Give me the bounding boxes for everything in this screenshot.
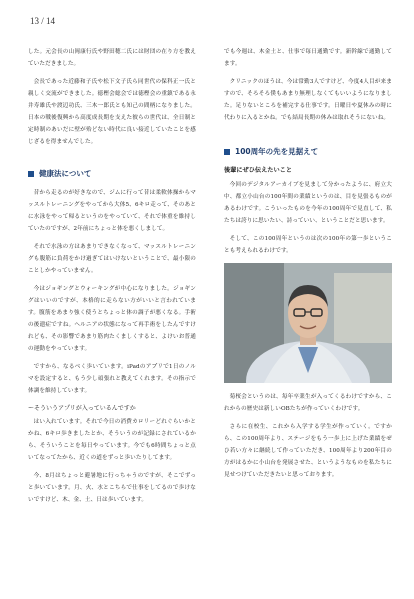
- page-number: 13 / 14: [30, 16, 56, 26]
- right-para-4: そして、この100周年というのは次の100年の第一歩ということも考えられるわけです。: [224, 236, 392, 254]
- portrait-illustration: [224, 263, 392, 383]
- heading-text: 健康法について: [39, 169, 92, 178]
- right-para-5: 菊桜会というのは、毎年卒業生が入ってくるわけですから、これからの歴史は新しいOBたちが作っていくわけです。: [224, 394, 392, 412]
- portrait-photo: [224, 263, 392, 383]
- subheading: 後輩にぜひ伝えたいこと: [224, 167, 293, 174]
- interview-question: ーそういうアプリが入っているんですか: [28, 405, 136, 412]
- left-para-2: 会長であった近藤和子氏や松下文子氏ら同世代の保科正一氏と親しく交流ができました。徳樫会総会では徳樫会の重鎮である永井寿雄氏や渡辺功氏、三木一郎氏とも知己の間柄になりました。日本の戦後復興から高度成長期を支えた彼らの世代は、全日制と定時制のあいだに壁が殆どない時代に良い接近していたことを感じざるを得ませんでした。: [28, 79, 196, 145]
- section-heading-health: [28, 168, 196, 179]
- left-para-8: 今、8月はちょっと避暑地に行っちゃうのですが、そこでずっと歩いています。月、火、水とこちらで仕事をしてるので歩けないですけど、木、金、土、日は歩いています。: [28, 473, 196, 503]
- section-heading-100th: [224, 146, 392, 157]
- left-column: [28, 46, 196, 512]
- heading-text: 100周年の先を見据えて: [235, 147, 319, 156]
- left-para-1: した。元会長の山岡康行氏や野田穂二氏には財団の在り方を教えていただきました。: [28, 49, 196, 67]
- heading-square-icon: [28, 171, 34, 177]
- left-para-7: はい入れています。それで今日の消費カロリーどれぐらいかとかね、6キロ歩きましたとか、そういうのが記録にされているから、そういうことを毎日やっています。今でも6時間ちょっと点いてなってたから、近くの道をずっと歩いたりしてます。: [28, 419, 196, 461]
- heading-square-icon: [224, 149, 230, 155]
- left-para-3: 昔から走るのが好きなので、ジムに行って昔は柔軟体操からマッスルトレーニングをやってから大体5、6キロ走って、そのあとに水泳をやって帰るというのをやっていて、それで体重を維持していたのですが、2年前にちょっと体を悪くしまして。: [28, 190, 196, 232]
- right-para-2: クリニックのほうは、今は常勤3人ですけど、今度4人目が来ますので、そろそろ僕もあまり無理しなくてもいいようになりました。足りないところを補完する仕事です。日曜日や夏休みの時に代わりに入るとかね。でも結局長期の休みは取れそうにないね。: [224, 79, 392, 121]
- left-para-5: 今はジョギングとウォーキングが中心になりました。ジョギングはいいのですが、本格的に走らない方がいいと言われています。腹筋をあまり強く使うとちょっと体の調子が悪くなる。手術の後遺症ですね。ヘルニアの状態になって再手術をしたんですけれども、その影響であまり筋肉たくましくすると、よけいお普通の運動をやっています。: [28, 286, 196, 352]
- right-para-3: 今回のデジタルアーカイブを見まして分かったように、府立大中、都立小山台の100年間の業績というのは、目を見張るものがあるわけです。こういったものを今年の100周年で見直して、私たちは誇りに思いたい、詩っていい、ということだと思います。: [224, 182, 392, 224]
- right-para-6: さらに在校生、これから入学する学生が作っていく。ですから、この100周年より、ステージをもう一歩上に上げた業績をぜひ若い方々に継続して作っていただき、100周年より200年目の方がはるかに小山台を発展させた、というようなものを私たちに見せつけていただきたいと思っております。: [224, 424, 392, 478]
- left-para-4: それで水泳の方はあまりできなくなって、マッスルトレーニングも腹筋に負荷をかけ過ぎてはいけないということで、最小限のことしかやっていません。: [28, 244, 196, 274]
- left-para-6: ですから、なるべく歩いています。iPadのアプリで1日のノルマを設定すると、もう少し頑張れと教えてくれます。その指示で体調を維持しています。: [28, 364, 196, 394]
- right-para-1: でも今週は、木金土と、仕事で毎日通勤です。新幹線で通勤してます。: [224, 49, 392, 67]
- right-column: [224, 46, 392, 487]
